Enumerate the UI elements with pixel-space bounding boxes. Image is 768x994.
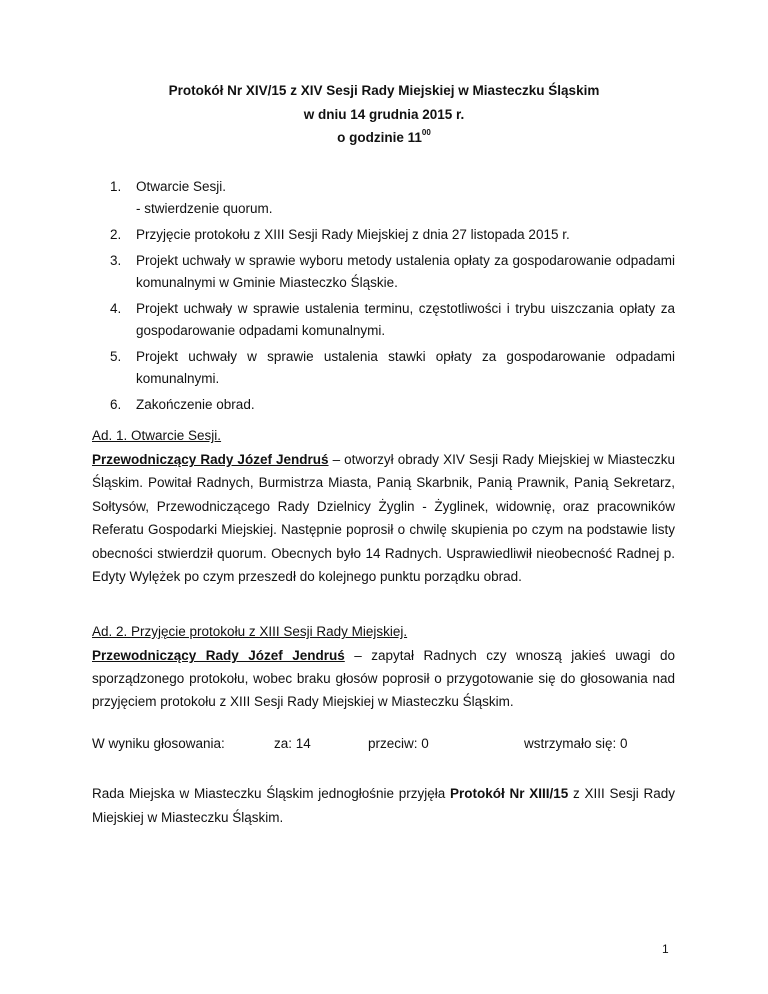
ad1-heading: Ad. 1. Otwarcie Sesji.	[92, 428, 222, 443]
conclusion-text-end: z XIII Sesji Rady Miejskiej w Miasteczku Śląskim.	[92, 786, 675, 825]
ad2-paragraph	[92, 644, 675, 713]
ad1-speaker: Przewodniczący Rady Józef Jendruś	[92, 452, 329, 467]
document-title: Protokół Nr XIV/15 z XIV Sesji Rady Miejskiej w Miasteczku Śląskim	[168, 83, 600, 98]
agenda-text: Przyjęcie protokołu z XIII Sesji Rady Miejskiej z dnia 27 listopada 2015 r.	[136, 227, 570, 242]
agenda-text: Projekt uchwały w sprawie wyboru metody ustalenia opłaty za gospodarowanie odpadami komunalnymi w Gminie Miasteczko Śląskie.	[136, 253, 675, 290]
agenda-number: 2.	[110, 227, 122, 242]
agenda-item	[110, 224, 675, 246]
agenda-item	[110, 298, 675, 342]
vote-label: W wyniku głosowania:	[92, 736, 225, 751]
agenda-list	[110, 176, 675, 420]
agenda-number: 3.	[110, 253, 122, 268]
agenda-item	[110, 176, 675, 220]
page-number: 1	[662, 942, 669, 956]
ad2-speaker: Przewodniczący Rady Józef Jendruś	[92, 648, 345, 663]
agenda-number: 4.	[110, 301, 122, 316]
agenda-item	[110, 346, 675, 390]
agenda-text: Zakończenie obrad.	[136, 397, 255, 412]
agenda-text: Projekt uchwały w sprawie ustalenia terminu, częstotliwości i trybu uiszczania opłaty za gospodarowanie odpadami komunalnymi.	[136, 301, 675, 338]
agenda-item	[110, 250, 675, 294]
document-time	[0, 130, 768, 145]
agenda-subitem: - stwierdzenie quorum.	[136, 201, 273, 216]
agenda-text: Otwarcie Sesji.	[136, 179, 227, 194]
time-superscript: 00	[421, 128, 431, 137]
time-prefix: o godzinie 11	[337, 130, 422, 145]
document-date: w dniu 14 grudnia 2015 r.	[303, 107, 465, 122]
ad2-text: – zapytał Radnych czy wnoszą jakieś uwagi do sporządzonego protokołu, wobec braku głosów poprosił o przygotowanie się do głosowania nad przyjęciem protokołu z XIII Sesji Rady Miejskiej w Miasteczku Śląskim.	[92, 648, 675, 709]
conclusion-text-start: Rada Miejska w Miasteczku Śląskim jednogłośnie przyjęła	[92, 786, 451, 801]
ad1-paragraph	[92, 448, 675, 588]
conclusion-protocol-ref: Protokół Nr XIII/15	[450, 786, 569, 801]
agenda-number: 1.	[110, 179, 122, 194]
ad1-text: – otworzył obrady XIV Sesji Rady Miejskiej w Miasteczku Śląskim. Powitał Radnych, Burmistrza Miasta, Panią Skarbnik, Panią Prawnik, Panią Sekretarz, Sołtysów, Przewodniczącego Rady Dzielnicy Żyglin - Żyglinek, widownię, oraz pracowników Referatu Gospodarki Miejskiej. Następnie poprosił o chwilę skupienia po czym na podstawie listy obecności stwierdził quorum. Obecnych było 14 Radnych. Usprawiedliwił nieobecność Radnej p. Edyty Wylężek po czym przeszedł do kolejnego punktu porządku obrad.	[92, 452, 675, 585]
vote-for: za: 14	[274, 736, 311, 751]
agenda-item	[110, 394, 675, 416]
ad2-heading: Ad. 2. Przyjęcie protokołu z XIII Sesji Rady Miejskiej.	[92, 624, 408, 639]
agenda-number: 5.	[110, 349, 122, 364]
agenda-text: Projekt uchwały w sprawie ustalenia stawki opłaty za gospodarowanie odpadami komunalnymi.	[136, 349, 675, 386]
conclusion-paragraph	[92, 782, 675, 830]
vote-abstain: wstrzymało się: 0	[524, 736, 628, 751]
agenda-number: 6.	[110, 397, 122, 412]
vote-against: przeciw: 0	[368, 736, 429, 751]
